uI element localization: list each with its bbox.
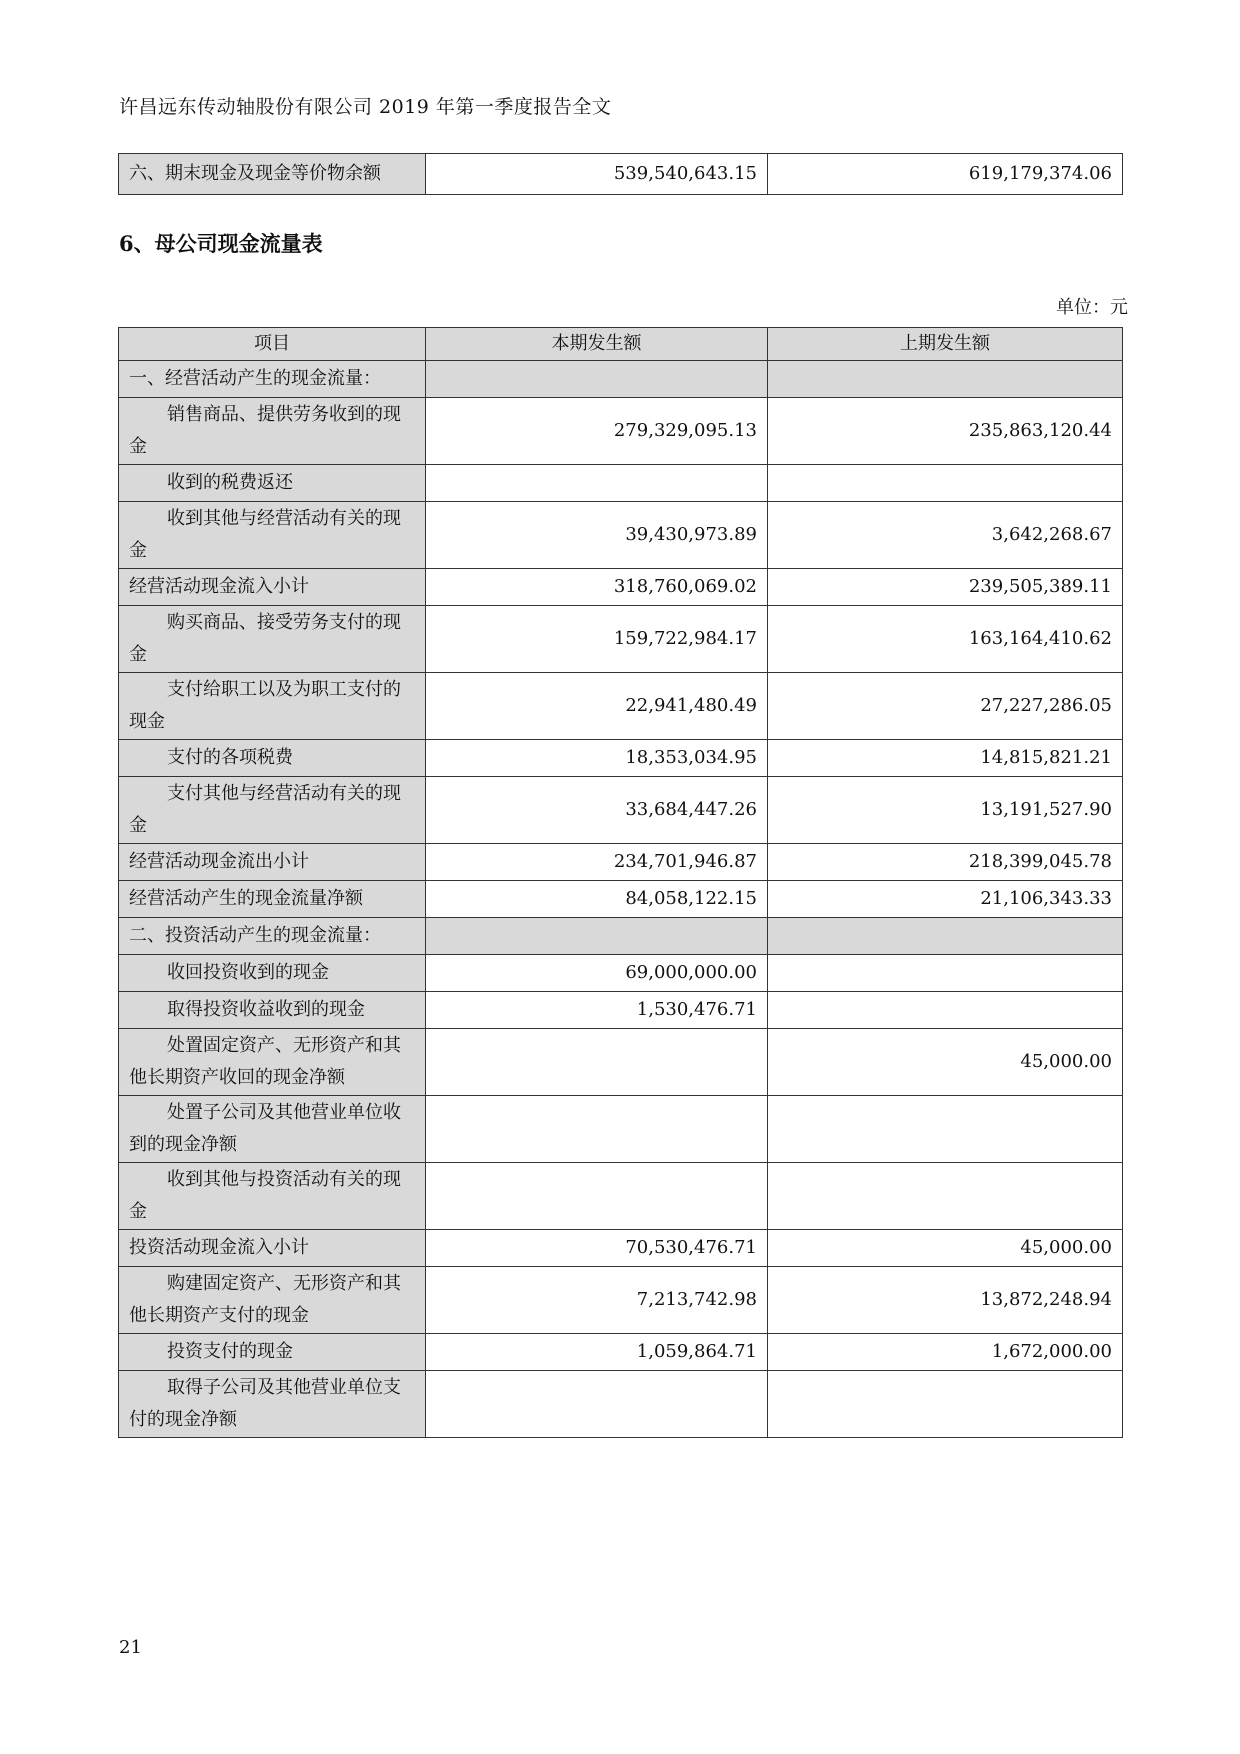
current-period-value: 1,530,476.71 — [426, 992, 768, 1029]
current-period-value — [426, 1096, 768, 1163]
current-period-value: 279,329,095.13 — [426, 398, 768, 465]
table-row — [119, 673, 1123, 740]
current-period-value — [426, 1371, 768, 1438]
table-row — [119, 1334, 1123, 1371]
row-label: 二、投资活动产生的现金流量： — [119, 918, 426, 955]
previous-period-value — [768, 992, 1123, 1029]
table-row — [119, 740, 1123, 777]
row-label: 支付其他与经营活动有关的现金 — [119, 777, 426, 844]
current-period-value — [426, 361, 768, 398]
unit-label: 单位：元 — [1056, 297, 1128, 318]
current-period-value: 39,430,973.89 — [426, 502, 768, 569]
column-header-item: 项目 — [119, 328, 426, 361]
section-title: 6、母公司现金流量表 — [119, 231, 323, 256]
table-row — [119, 992, 1123, 1029]
row-label: 一、经营活动产生的现金流量： — [119, 361, 426, 398]
previous-period-value: 27,227,286.05 — [768, 673, 1123, 740]
row-label: 六、期末现金及现金等价物余额 — [119, 154, 426, 195]
previous-period-value: 21,106,343.33 — [768, 881, 1123, 918]
row-label: 经营活动现金流入小计 — [119, 569, 426, 606]
row-label: 经营活动产生的现金流量净额 — [119, 881, 426, 918]
current-period-value: 539,540,643.15 — [426, 154, 768, 195]
row-label: 购买商品、接受劳务支付的现金 — [119, 606, 426, 673]
current-period-value — [426, 465, 768, 502]
row-label: 支付给职工以及为职工支付的现金 — [119, 673, 426, 740]
table-row — [119, 1096, 1123, 1163]
current-period-value: 7,213,742.98 — [426, 1267, 768, 1334]
current-period-value — [426, 1163, 768, 1230]
previous-period-value — [768, 955, 1123, 992]
previous-period-value: 163,164,410.62 — [768, 606, 1123, 673]
row-label: 处置固定资产、无形资产和其他长期资产收回的现金净额 — [119, 1029, 426, 1096]
row-label: 收到其他与经营活动有关的现金 — [119, 502, 426, 569]
current-period-value: 159,722,984.17 — [426, 606, 768, 673]
table-row — [119, 881, 1123, 918]
previous-period-value — [768, 918, 1123, 955]
table-row — [119, 955, 1123, 992]
table-row — [119, 1267, 1123, 1334]
table-row — [119, 1163, 1123, 1230]
previous-period-value: 619,179,374.06 — [768, 154, 1123, 195]
table-row — [119, 606, 1123, 673]
current-period-value: 22,941,480.49 — [426, 673, 768, 740]
current-period-value: 1,059,864.71 — [426, 1334, 768, 1371]
current-period-value: 318,760,069.02 — [426, 569, 768, 606]
row-label: 经营活动现金流出小计 — [119, 844, 426, 881]
previous-period-value: 1,672,000.00 — [768, 1334, 1123, 1371]
row-label: 收回投资收到的现金 — [119, 955, 426, 992]
table-row — [119, 361, 1123, 398]
parent-cash-flow-table — [118, 327, 1123, 1438]
table-header-row — [119, 328, 1123, 361]
current-period-value — [426, 1029, 768, 1096]
current-period-value: 18,353,034.95 — [426, 740, 768, 777]
previous-period-value: 14,815,821.21 — [768, 740, 1123, 777]
row-label: 支付的各项税费 — [119, 740, 426, 777]
row-label: 收到的税费返还 — [119, 465, 426, 502]
table-row — [119, 154, 1123, 195]
current-period-value: 70,530,476.71 — [426, 1230, 768, 1267]
row-label: 取得投资收益收到的现金 — [119, 992, 426, 1029]
table-row — [119, 777, 1123, 844]
previous-period-value — [768, 1163, 1123, 1230]
previous-period-value: 3,642,268.67 — [768, 502, 1123, 569]
table-row — [119, 398, 1123, 465]
previous-period-value — [768, 1096, 1123, 1163]
row-label: 购建固定资产、无形资产和其他长期资产支付的现金 — [119, 1267, 426, 1334]
row-label: 销售商品、提供劳务收到的现金 — [119, 398, 426, 465]
previous-period-value: 45,000.00 — [768, 1230, 1123, 1267]
row-label: 取得子公司及其他营业单位支付的现金净额 — [119, 1371, 426, 1438]
current-period-value: 84,058,122.15 — [426, 881, 768, 918]
previous-period-value: 235,863,120.44 — [768, 398, 1123, 465]
current-period-value: 234,701,946.87 — [426, 844, 768, 881]
table-row — [119, 844, 1123, 881]
current-period-value: 69,000,000.00 — [426, 955, 768, 992]
table-row — [119, 918, 1123, 955]
previous-period-value: 13,191,527.90 — [768, 777, 1123, 844]
ending-balance-table — [118, 153, 1123, 195]
current-period-value: 33,684,447.26 — [426, 777, 768, 844]
table-row — [119, 1029, 1123, 1096]
table-row — [119, 1230, 1123, 1267]
previous-period-value — [768, 361, 1123, 398]
table-row — [119, 465, 1123, 502]
row-label: 收到其他与投资活动有关的现金 — [119, 1163, 426, 1230]
row-label: 投资活动现金流入小计 — [119, 1230, 426, 1267]
report-header-title: 许昌远东传动轴股份有限公司 2019 年第一季度报告全文 — [119, 96, 612, 118]
page-number: 21 — [119, 1637, 142, 1658]
table-row — [119, 502, 1123, 569]
previous-period-value: 239,505,389.11 — [768, 569, 1123, 606]
row-label: 投资支付的现金 — [119, 1334, 426, 1371]
current-period-value — [426, 918, 768, 955]
previous-period-value — [768, 1371, 1123, 1438]
previous-period-value: 45,000.00 — [768, 1029, 1123, 1096]
table-row — [119, 569, 1123, 606]
row-label: 处置子公司及其他营业单位收到的现金净额 — [119, 1096, 426, 1163]
previous-period-value: 13,872,248.94 — [768, 1267, 1123, 1334]
column-header-previous: 上期发生额 — [768, 328, 1123, 361]
table-row — [119, 1371, 1123, 1438]
previous-period-value — [768, 465, 1123, 502]
column-header-current: 本期发生额 — [426, 328, 768, 361]
previous-period-value: 218,399,045.78 — [768, 844, 1123, 881]
